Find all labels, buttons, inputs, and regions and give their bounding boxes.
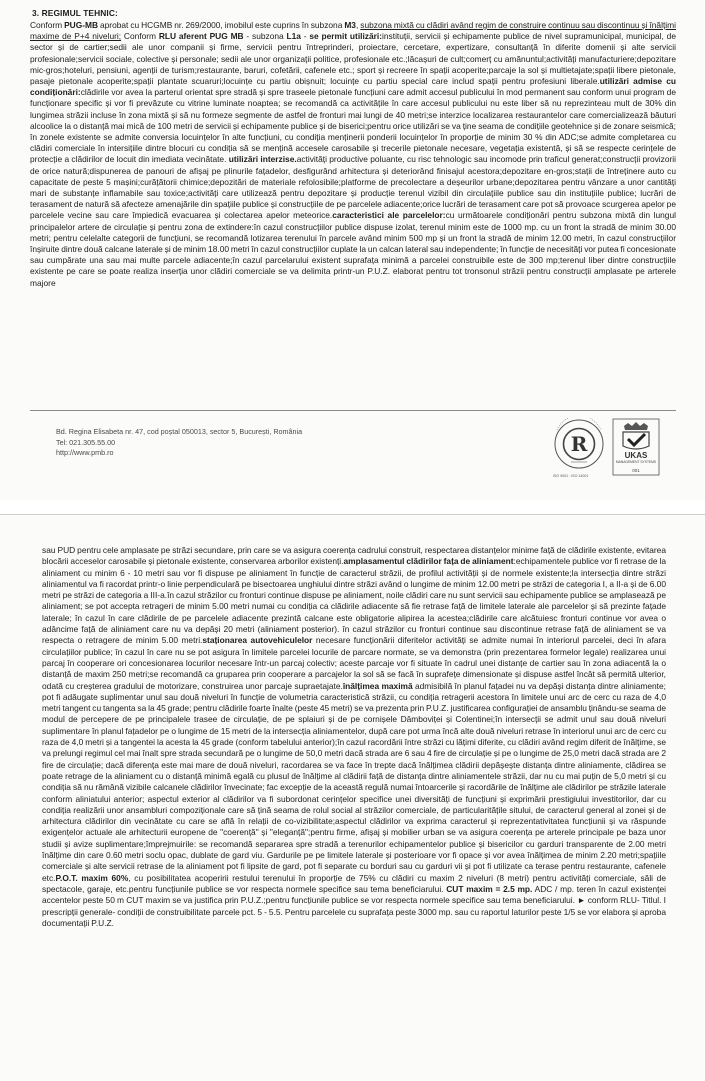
ukas-number: 001 (632, 468, 640, 473)
page-gap (0, 500, 705, 514)
footer-phone: Tel: 021.305.55.00 (56, 437, 116, 447)
prohibited-uses-text: activități productive poluante, cu risc tehnologic sau incomode prin traficul generat;construcții provizorii de orice natură;dispunerea de panouri de afișaj pe plinurile fațadelor, desfigurând arhitectura și deteriorând finisajul acestora;depozitare en-gros;stații de întreținere auto cu capacitate de peste 5 mașini;curățătorii chimice;depozitări de materiale refolosibile;platforme de precolectare a deșeurilor urbane;depozitarea pentru vânzare a unor cantități mari de substanțe inflamabile sau toxice;activități care utilizează pentru depozitare și producție terenul vizibil din circulațiile publice sau din instituțiile publice; lucrări de terasament de natură să afecteze amenajările din spațiile publice și construcțiile de pe parcelele adiacente;orice lucrări de terasament care pot să provoace scurgerea apelor pe parcelele vecine sau care împiedică evacuarea și colectarea apelor meteorice. (30, 154, 676, 221)
document-page-2 (0, 514, 705, 1081)
parking-text: necesare funcționării diferitelor activități se admite numai în interiorul parcelei, deci în afara circulațiilor publice; în cazul în care nu se pot asigura în limitele parcelei locurile de parcare normate, se va demonstra (prin prezentarea formelor legale) realizarea unui parcaj în cooperare ori concesionarea locurilor necesare într-un parcaj colectiv; aceste parcaje vor fi situate în cadrul unei distanțe de cartier sau în zona adiacentă la o distanță de maxim 250 metri;se recomandă ca gruparea prin cooperare a parcajelor la sol să se facă în suprafețe dimensionate și dispuse astfel încât să permită ulterior, odată cu creșterea gradului de motorizare, construirea unor parcaje supraetajate. (42, 635, 666, 691)
page-footer (56, 427, 302, 459)
certification-logo (551, 418, 607, 480)
intro-text: Conform (30, 20, 65, 30)
plot-characteristics-text: cu următoarele condiționări pentru subzona mixtă din lungul principalelor artere de circulație și pentru zona de extindere:în cazul construcțiilor publice dispuse izolat, terenul minim este de 1000 mp. cu un front la stradă de minim 30.00 metri; pentru celelalte categorii de funcțiuni, se recomandă lotizarea terenului în parcele având minim 500 mp și un front la stradă de minim 12.00 metri, în cazul construcțiilor înșiruite dintre două calcane laterale și de minim 18.00 metri în cazul construcțiilor cuplate la un calcan lateral sau independente; în funcție de necesități vor putea fi concesionate sau cumpărate una sau mai multe parcele adiacente;în cazul parcelarului existent suprafața minimă a parcelei construibile este de 300 mp;terenul liber dintre construcțiile existente pe care se poate realiza inserția unor clădiri comerciale se va delimita printr-un P.U.Z. elaborat pentru tot tronsonul străzii pentru construcții amplasate pe arterele majore (30, 210, 676, 288)
intro-text: - subzona (243, 31, 287, 42)
alignment-title: amplasamentul clădirilor fața de aliniament (343, 556, 514, 567)
intro-text: , (355, 20, 361, 30)
footer-address: Bd. Regina Elisabeta nr. 47, cod poștal 050013, sector 5, București, România (56, 427, 303, 436)
ukas-subtext: MANAGEMENT SYSTEMS (615, 460, 657, 464)
ukas-logo (612, 418, 660, 480)
alignment-text: :echipamentele publice vor fi retrase de la aliniament cu minim 6 - 10 metri sau vor fi dispuse pe aliniament în funcție de caracterul străzii, de profilul activității și de normele existente;la intersecția dintre străzi aliniamentul va fi racordat printr-o linie perpendiculară pe bisectoarea unghiului dintre străzi având o lungime de minim 12.00 metri pe străzi de categoria I, a II-a și de 6.00 metri pe străzi de categoria a III-a.în cazul străzilor cu fronturi continue dispuse pe aliniament, noile clădiri care nu sunt servicii sau echipamente publice se amplasează pe aliniament; se pot accepta retrageri de minim 5.00 metri numai cu condiția ca clădirile adiacente să fie retrase față de limitele laterale ale parcelelor și să prezinte fațade laterale; în cazul în care clădirile de pe parcelele adiacente prezintă calcane este obligatorie alipirea la acestea;clădirile care alcătuiesc fronturi continue vor avea o adâncime față de aliniament care nu va depăși 20 metri (aliniament posterior). în cazul străzilor cu fronturi continue sau discontinue retrase față de aliniament se va respecta o retragere de minim 5.00 metri. (42, 556, 666, 646)
cut-title: CUT maxim = 2.5 mp. (446, 883, 533, 894)
pot-title: P.O.T. maxim 60% (55, 872, 129, 883)
rlu-label: RLU aferent PUG MB (158, 31, 244, 42)
permitted-uses-text: instituții, servicii și echipamente publice de nivel supramunicipal, municipal, de sector și de cartier;sedii ale unor companii și firme, servicii pentru întreprinderi, proiectare, cercetare, expertizare, consultanță în diferite domenii și alte servicii profesionale;servicii sociale, colective și personale; sedii ale unor organizații politice, profesionale etc.;lăcașuri de cult;comerț cu amănuntul;activități manufacturiere;depozitare mic-gros;hoteluri, pensiuni, agenții de turism;restaurante, baruri, cofetării, cafenele etc.; sport și recreere în spații acoperite;parcaje la sol și multietajate;spații libere pietonale, pasaje pietonale acoperite;spații plantate scuaruri;locuințe cu partiu obișnuit; locuințe cu partiu special care includ spații pentru profesiuni liberale. (30, 31, 676, 87)
subzone-code: M3 (344, 20, 356, 30)
pot-text: , cu posibilitatea acoperirii restului terenului în proporție de 75% cu clădiri cu maxim 2 niveluri (8 metri) pentru activități comerciale, săli de spectacole, garaje, etc.pentru funcțiunile publice se vor respecta normele specifice sau tema beneficiarului. (42, 872, 666, 894)
puz-continuation-text: sau PUD pentru cele amplasate pe străzi secundare, prin care se va asigura coerența cadrului construit, respectarea distanțelor minime față de clădirile existente, evitarea blocării acceselor carosabile și pietonale existente, conservarea arborilor existenți. (42, 545, 666, 567)
prohibited-uses-title: utilizări interzise. (228, 154, 297, 165)
intro-text: Conform (121, 31, 159, 42)
conditional-uses-title: utilizări admise cu condiționări: (30, 76, 676, 98)
subzone-description: subzona mixtă cu clădiri având regim de construire continuu sau discontinuu și înălțimi maxime de P+4 niveluri; (30, 20, 676, 42)
registered-r-icon (551, 418, 607, 472)
conditional-uses-text: clădirile vor avea la parterul orientat spre stradă și spre traseele pietonale funcțiuni care admit accesul publicului în mod permanent sau conform unui program de funcționare specific și vor fi prevăzute cu vitrine luminate noaptea; se recomandă ca activitățile în care accesul publicului nu este liber să nu reprezinteau mult de 30% din lungimea străzii incluse în zona mixtă și să nu formeze segmente de astfel de fronturi mai lungi de 40 metri;se interzice localizarea restaurantelor care comercializează băuturi alcoolice la o distanță mai mică de 100 metri de servicii și echipamente publice și de biserici;pentru orice utilizări se va ține seama de condițiile geotehnice și de zonare seismică; în zonele existente se admite conversia locuințelor în alte funcțiuni, cu condiția menținerii ponderii locuințelor în proporție de minim 30 % din ADC;se admite completarea cu clădiri comerciale în intersițiile dintre blocuri cu condiția să se mențină accesele carosabile și trecerile pietonale necesare, vegetația existentă, și să se respecte cerințele de protecție a clădirilor de locuit din imediata vecinătate. (30, 87, 676, 165)
intro-text: aprobat cu HCGMB nr. 269/2000, imobilul este cuprins în subzona (98, 20, 345, 30)
footer-website: http://www.pmb.ro (56, 448, 114, 458)
regulation-text-page-2 (42, 545, 666, 1075)
permitted-uses-title: se permit utilizări: (309, 31, 383, 42)
closing-text: ► conform RLU- Titlul. I prescripții generale- condiții de construibilitate parcele pct. 5 - 5.5. Pentru parcelele cu suprafața peste 3000 mp. sau cu raportul laturilor peste 1/5 se vor elabora și aproba documentații P.U.Z. (42, 895, 666, 928)
section-heading: 3. REGIMUL TEHNIC: (32, 8, 118, 18)
plot-characteristics-title: caracteristici ale parcelelor: (332, 210, 446, 221)
cut-text: ADC / mp. teren în cazul existenței accentelor peste 50 m CUT maxim se va justifica prin P.U.Z.;pentru funcțiunile publice se vor respecta normele specifice sau tema beneficiarului. (42, 883, 666, 906)
max-height-text: admisibilă în planul fațadei nu va depăși distanța dintre aliniamente; pot fi adăugate suplimentar unul sau două niveluri în funcție de volumetria caracteristică străzii, cu condiția retragerii acestora în limitele unui arc de cerc cu raza de 4,0 metri tangent cu tangenta sa la 45 grade; pentru clădirile foarte înalte (peste 45 metri) se va prezenta prin P.U.Z. justificarea configurației de ansamblu ținându-se seama de modul de percepere de pe principalele trasee de circulație, de pe splaiuri și de pe cornișele Dâmboviței și Colentinei;în intersecții se admit unul sau două niveluri suplimentare în planul fațadelor pe o lungime de 15 metri de la intersecția aliniamentelor, după care pot urma încă alte două niveluri retrase în interiorul unui arc de cerc cu raza de 4,0 metri și a tangentei la acesta la 45 grade (conform tabelului anterior);în cazul racordării între străzi cu lățimi diferite, cu clădiri având regim diferit de înălțime, se va prelungi regimul cel mai înalt spre strada secundară pe o lungime de 50,0 metri dacă strada are 6 sau 4 fire de circulație și pe o lungime de 25,0 metri dacă strada are 2 fire de circulație; dacă diferența este mai mare de două niveluri, racordarea se va face în trepte dacă înălțimea clădirii depășește distanța dintre aliniamente, clădirea se poate retrage de la aliniament cu o distanță minimă egală cu plusul de înălțime al clădirii față de distanța dintre aliniamentele străzii, dar nu cu mai puțin de 5,0 metri și cu condiția să nu rămână vizibile calcanele clădirilor învecinate; fac excepție de la această regulă numai întoarcerile și racordările de înălțime ale clădirilor pe străzile laterale conform aliniatului anterior; aspectul exterior al clădirilor va fi subordonat cerințelor specifice unei diversități de funcțiuni și exprimării prestigiului investitorilor, dar cu condiția realizării unor ansambluri compoziționale care să țină seama de rolul social al străzilor comerciale, de particularitățile sitului, de caracterul general al zonei și de arhitectura clădirilor din vecinătate cu care se află în relații de co-vizibilitate;aspectul clădirilor va exprima caracterul și reprezentativitatea funcțiunii și va răspunde exigențelor actuale ale arhitecturii europene de "coerență" și "eleganță";pentru firme, afișaj și mobilier urban se va asigura coerența pe arterele principale pe baza unor studii și avize suplimentare;împrejmuirile: se recomandă separarea spre stradă a terenurilor echipamentelor publice și bisericilor cu garduri transparente de 2.00 metri înălțime din care 0.60 metri soclu opac, dublate de gard viu. Gardurile pe pe limitele laterale și posterioare vor fi opace și vor avea înălțimea de minim 2.20 metri;spațiile comerciale și alte servicii retrase de la aliniament pot fi lipsite de gard, pot fi separate cu borduri sau cu garduri vii și pot fi utilizate ca terase pentru restaurante, cafenele etc. (42, 680, 666, 883)
registered-letter: R (570, 432, 588, 456)
document-page-1 (0, 0, 705, 501)
subzone-l1a: L1a (286, 31, 301, 42)
max-height-title: înălțimea maximă (342, 680, 413, 691)
ukas-text: UKAS (624, 451, 648, 460)
certification-caption: ISO 9001 : ISO 14001 (553, 474, 589, 478)
intro-text: - (300, 31, 310, 42)
pug-label: PUG-MB (64, 20, 99, 30)
parking-title: staționarea autovehiculelor (202, 635, 313, 646)
regulation-text-page-1 (30, 20, 676, 388)
ukas-crown-tick-icon (612, 418, 660, 476)
footer-separator (30, 410, 676, 411)
